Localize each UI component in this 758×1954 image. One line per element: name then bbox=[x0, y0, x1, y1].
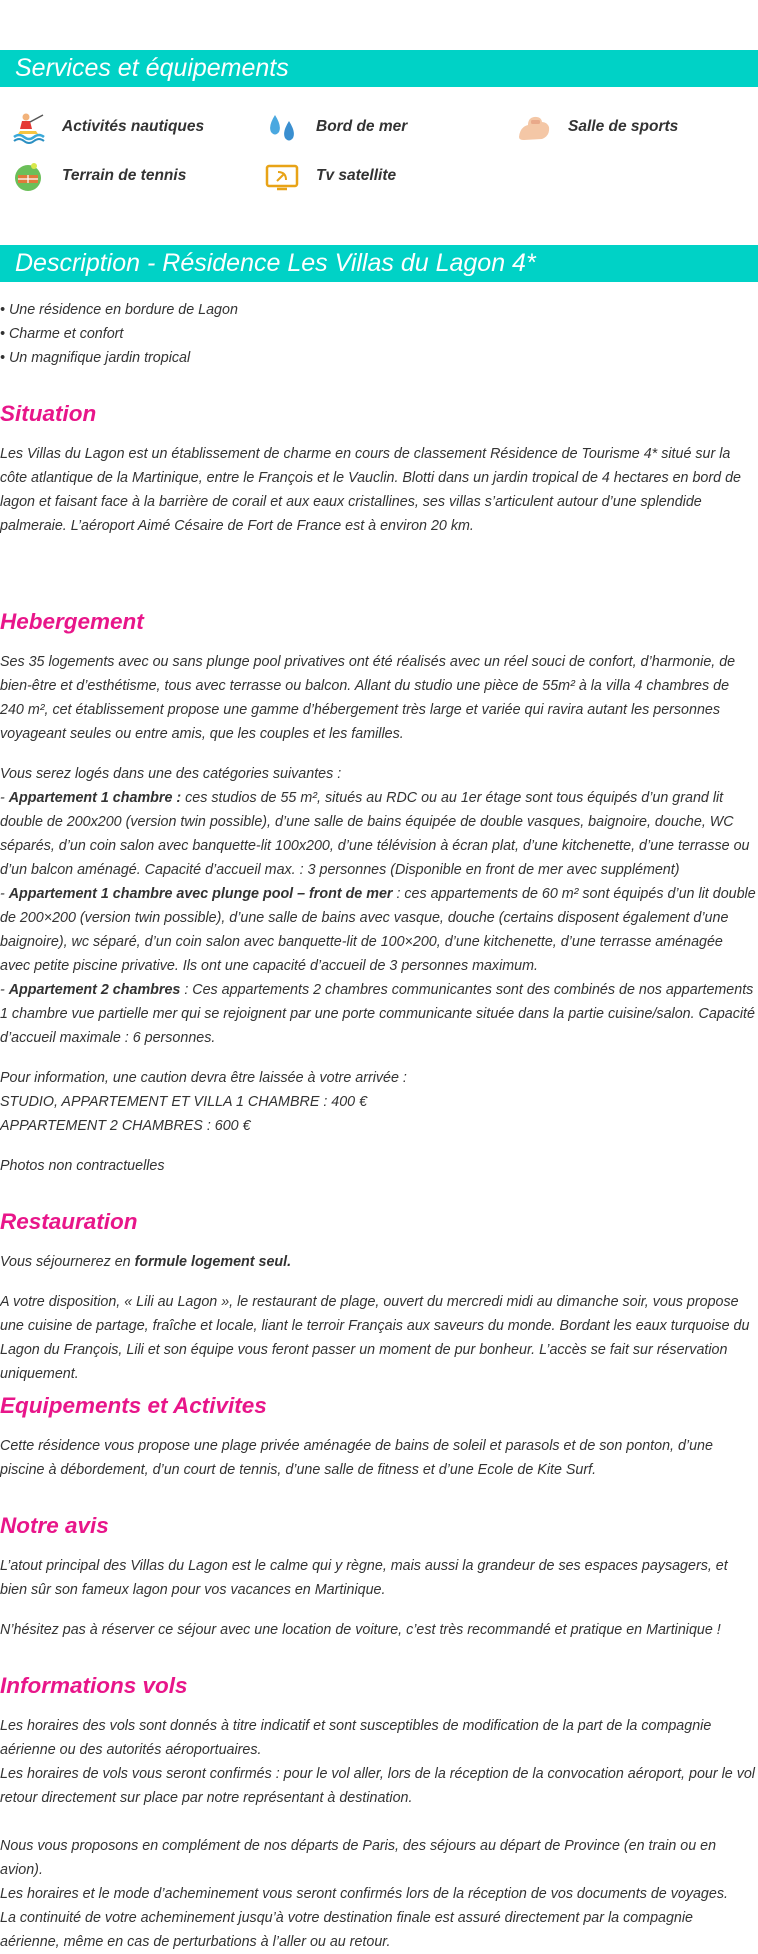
water-drops-icon bbox=[264, 109, 300, 145]
restauration-text: A votre disposition, « Lili au Lagon », le restaurant de plage, ouvert du mercredi midi au dimanche soir, vous propose une cuisine de partage, fraîche et locale, liant le terroir Français aux saveurs du monde. Bordant les eaux turquoise du Lagon du François, Lili et son équipe vous feront passer un moment de pur bonheur. L’accès se fait sur réservation uniquement. bbox=[0, 1294, 750, 1382]
description-section-title: Description - Résidence Les Villas du Lagon 4* bbox=[0, 245, 758, 282]
amenity-seaside bbox=[264, 109, 407, 145]
category-text: ces studios de 55 m², situés au RDC ou au 1er étage sont tous équipés d’un grand lit double de 200x200 (version twin possible), d’une salle de bains équipée de double vasques, baignoire, douche, WC séparés, d’un coin salon avec banquette-lit 100x200, d’une télévision à écran plat, d’une kitchenette, d’une terrasse ou d’un balcon aménagé. Capacité d’accueil max. : 3 personnes (Disponible en front de mer avec supplément) bbox=[0, 790, 750, 878]
heading-hebergement: Hebergement bbox=[0, 609, 144, 634]
categories-intro: Vous serez logés dans une des catégories suivantes : bbox=[0, 766, 342, 782]
deposit-line: APPARTEMENT 2 CHAMBRES : 600 € bbox=[0, 1118, 251, 1134]
equipements-text: Cette résidence vous propose une plage privée aménagée de bains de soleil et parasols et de son ponton, d’une piscine à débordement, d’un court de tennis, d’une salle de fitness et d’une Ecole de Kite Surf. bbox=[0, 1438, 713, 1478]
fitness-arm-icon bbox=[516, 109, 552, 145]
heading-situation: Situation bbox=[0, 401, 97, 426]
hebergement-categories: Vous serez logés dans une des catégories suivantes : - Appartement 1 chambre : ces studios de 55 m², situés au RDC ou au 1er étage sont tous équipés d’un grand lit double de 200x200 (version twin possible), d’une salle de bains équipée de double vasques, baignoire, douche, WC séparés, d’un coin salon avec banquette-lit 100x200, d’une télévision à écran plat, d’une kitchenette, d’une terrasse ou d’un balcon aménagé. Capacité d’accueil max. : 3 personnes (Disponible en front de mer avec supplément) - Appartement 1 chambre avec plunge pool – front de mer : ces appartements de 60 m² sont équipés d’un lit double de 200×200 (version twin possible), d’une salle de bains avec vasque, douche (certains disposent également d’une baignoire), wc séparé, d’un coin salon avec banquette-lit de 100×200, d’une kitchenette, d’une terrasse aménagée avec petite piscine privative. Ils ont une capacité d’accueil de 3 personnes maximum. - Appartement 2 chambres : Ces appartements 2 chambres communicantes sont des combinés de nos appartements 1 chambre vue partielle mer qui se rejoignent par une porte communicante située dans la partie cuisine/salon. Capacité d’accueil maximale : 6 personnes. bbox=[0, 766, 756, 1046]
bullet-item: • Un magnifique jardin tropical bbox=[0, 350, 191, 366]
vols-text-province bbox=[0, 1834, 756, 1954]
amenity-tennis bbox=[10, 158, 186, 194]
deposit-line: STUDIO, APPARTEMENT ET VILLA 1 CHAMBRE : 400 € bbox=[0, 1094, 368, 1110]
category-label: Appartement 1 chambre : bbox=[8, 790, 182, 806]
tennis-court-icon bbox=[10, 158, 46, 194]
avis-text-1: L’atout principal des Villas du Lagon est le calme qui y règne, mais aussi la grandeur de ses espaces paysagers, et bien sûr son fameux lagon pour vos vacances en Martinique. bbox=[0, 1558, 728, 1598]
situation-text: Les Villas du Lagon est un établissement de charme en cours de classement Résidence de Tourisme 4* situé sur la côte atlantique de la Martinique, entre le François et le Vauclin. Blotti dans un jardin tropical de 4 hectares en bord de lagon et faisant face à la barrière de corail et aux eaux cristallines, ses villas s’articulent autour d’une splendide palmeraie. L’aéroport Aimé Césaire de Fort de France est à environ 20 km. bbox=[0, 446, 741, 534]
services-section-title: Services et équipements bbox=[0, 50, 758, 87]
heading-restauration: Restauration bbox=[0, 1209, 138, 1234]
photos-note: Photos non contractuelles bbox=[0, 1158, 165, 1174]
category-label: Appartement 1 chambre avec plunge pool – front de mer bbox=[8, 886, 393, 902]
amenity-label: Bord de mer bbox=[316, 118, 408, 135]
deposit-info bbox=[0, 1066, 756, 1138]
amenity-nautical bbox=[10, 109, 204, 145]
amenity-satellite-tv bbox=[264, 158, 396, 194]
heading-avis: Notre avis bbox=[0, 1513, 109, 1538]
vols-paragraph: Les horaires de vols vous seront confirmés : pour le vol aller, lors de la réception de la convocation aéroport, pour le vol retour directement sur place par notre représentant à destination. bbox=[0, 1766, 755, 1806]
deposit-intro: Pour information, une caution devra être laissée à votre arrivée : bbox=[0, 1070, 407, 1086]
avis-text-2: N’hésitez pas à réserver ce séjour avec une location de voiture, c’est très recommandé et pratique en Martinique ! bbox=[0, 1622, 721, 1638]
bullet-item: • Charme et confort bbox=[0, 326, 124, 342]
amenity-label: Salle de sports bbox=[568, 118, 679, 135]
vols-text bbox=[0, 1714, 756, 1810]
bullet-item: • Une résidence en bordure de Lagon bbox=[0, 302, 238, 318]
amenity-gym bbox=[516, 109, 678, 145]
nautical-activities-icon bbox=[10, 109, 46, 145]
formula-bold: formule logement seul. bbox=[134, 1254, 292, 1270]
category-text: : Ces appartements 2 chambres communicantes sont des combinés de nos appartements 1 chambre vue partielle mer qui se rejoignent par une porte communicante située dans la partie cuisine/salon. Capacité d’accueil maximale : 6 personnes. bbox=[0, 982, 755, 1046]
category-label: Appartement 2 chambres bbox=[8, 982, 181, 998]
vols-paragraph: Les horaires et le mode d’acheminement vous seront confirmés lors de la réception de vos documents de voyages. bbox=[0, 1886, 728, 1902]
hebergement-intro: Ses 35 logements avec ou sans plunge pool privatives ont été réalisés avec un réel souci de confort, d’harmonie, de bien-être et d’esthétisme, tous avec terrasse ou balcon. Allant du studio une pièce de 55m² à la villa 4 chambres de 240 m², cet établissement propose une gamme d’hébergement très large et variée qui ravira autant les personnes voyageant seules ou entre amis, que les couples et les familles. bbox=[0, 654, 736, 742]
category-text: : ces appartements de 60 m² sont équipés d’un lit double de 200×200 (version twin possible), d’une salle de bains avec vasque, douche (certains disposent également d’une baignoire), wc séparé, d’un coin salon avec banquette-lit de 100×200, d’une kitchenette, d’une terrasse aménagée avec petite piscine privative. Ils ont une capacité d’accueil de 3 personnes maximum. bbox=[0, 886, 756, 974]
formula-prefix: Vous séjournerez en bbox=[0, 1254, 135, 1270]
satellite-tv-icon bbox=[264, 158, 300, 194]
heading-vols: Informations vols bbox=[0, 1673, 188, 1698]
vols-paragraph: Les horaires des vols sont donnés à titre indicatif et sont susceptibles de modification de la part de la compagnie aérienne ou des autorités aéroportuaires. bbox=[0, 1718, 712, 1758]
amenity-label: Activités nautiques bbox=[62, 118, 205, 135]
amenity-label: Terrain de tennis bbox=[62, 167, 187, 184]
vols-paragraph: La continuité de votre acheminement jusqu’à votre destination finale est assuré directement par la compagnie aérienne, même en cas de perturbations à l’aller ou au retour. bbox=[0, 1910, 694, 1950]
amenity-label: Tv satellite bbox=[316, 167, 397, 184]
restauration-formula bbox=[0, 1250, 756, 1274]
vols-paragraph: Nous vous proposons en complément de nos départs de Paris, des séjours au départ de Province (en train ou en avion). bbox=[0, 1838, 717, 1878]
heading-equipements: Equipements et Activites bbox=[0, 1393, 267, 1418]
